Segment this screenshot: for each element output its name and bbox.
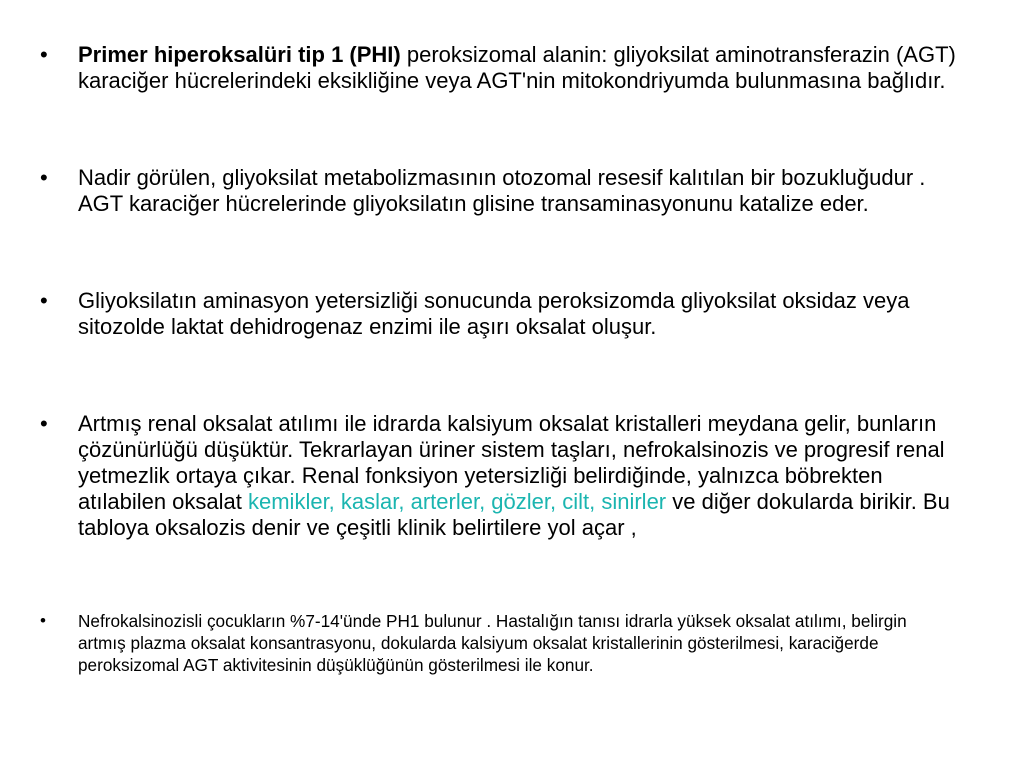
bullet-marker: • [40, 42, 48, 67]
bullet-bold-lead: Primer hiperoksalüri tip 1 (PHI) [78, 42, 401, 67]
bullet-marker: • [40, 288, 48, 313]
bullet-body-after: ve diğer dokularda birikir. Bu tabloya oksalozis denir ve çeşitli klinik belirtilere yol açar , [78, 489, 950, 540]
bullet-marker: • [40, 165, 48, 190]
bullet-body: peroksizomal alanin: gliyoksilat aminotransferazin (AGT) karaciğer hücrelerindeki eksikliğine veya AGT'nin mitokondriyumda bulunmasına bağlıdır. [78, 42, 956, 93]
bullet-text: Nefrokalsinozisli çocukların %7-14'ünde PH1 bulunur . Hastalığın tanısı idrarla yüksek oksalat atılımı, belirgin artmış plazma oksalat konsantrasyonu, dokularda kalsiyum oksalat kristallerinin gösterilmesi, karaciğerde peroksizomal AGT aktivitesinin düşüklüğünün gösterilmesi ile konur. [78, 611, 907, 675]
bullet-text [78, 42, 958, 94]
bullet-marker: • [40, 411, 48, 436]
bullet-marker: • [40, 611, 46, 630]
bullet-text: Gliyoksilatın aminasyon yetersizliği sonucunda peroksizomda gliyoksilat oksidaz veya sitozolde laktat dehidrogenaz enzimi ile aşırı oksalat oluşur. [78, 288, 910, 339]
bullet-text [78, 411, 958, 541]
highlighted-tissues: kemikler, kaslar, arterler, gözler, cilt, sinirler [248, 489, 667, 514]
bullet-body-before: Artmış renal oksalat atılımı ile idrarda kalsiyum oksalat kristalleri meydana gelir, bunların çözünürlüğü düşüktür. Tekrarlayan üriner sistem taşları, nefrokalsinozis ve progresif renal yetmezlik ortaya çıkar. Renal fonksiyon yetersizliği belirdiğinde, yalnızca böbrekten atılabilen oksalat [78, 411, 945, 514]
bullet-text: Nadir görülen, gliyoksilat metabolizmasının otozomal resesif kalıtılan bir bozukluğudur . AGT karaciğer hücrelerinde gliyoksilatın glisine transaminasyonunu katalize eder. [78, 165, 926, 216]
